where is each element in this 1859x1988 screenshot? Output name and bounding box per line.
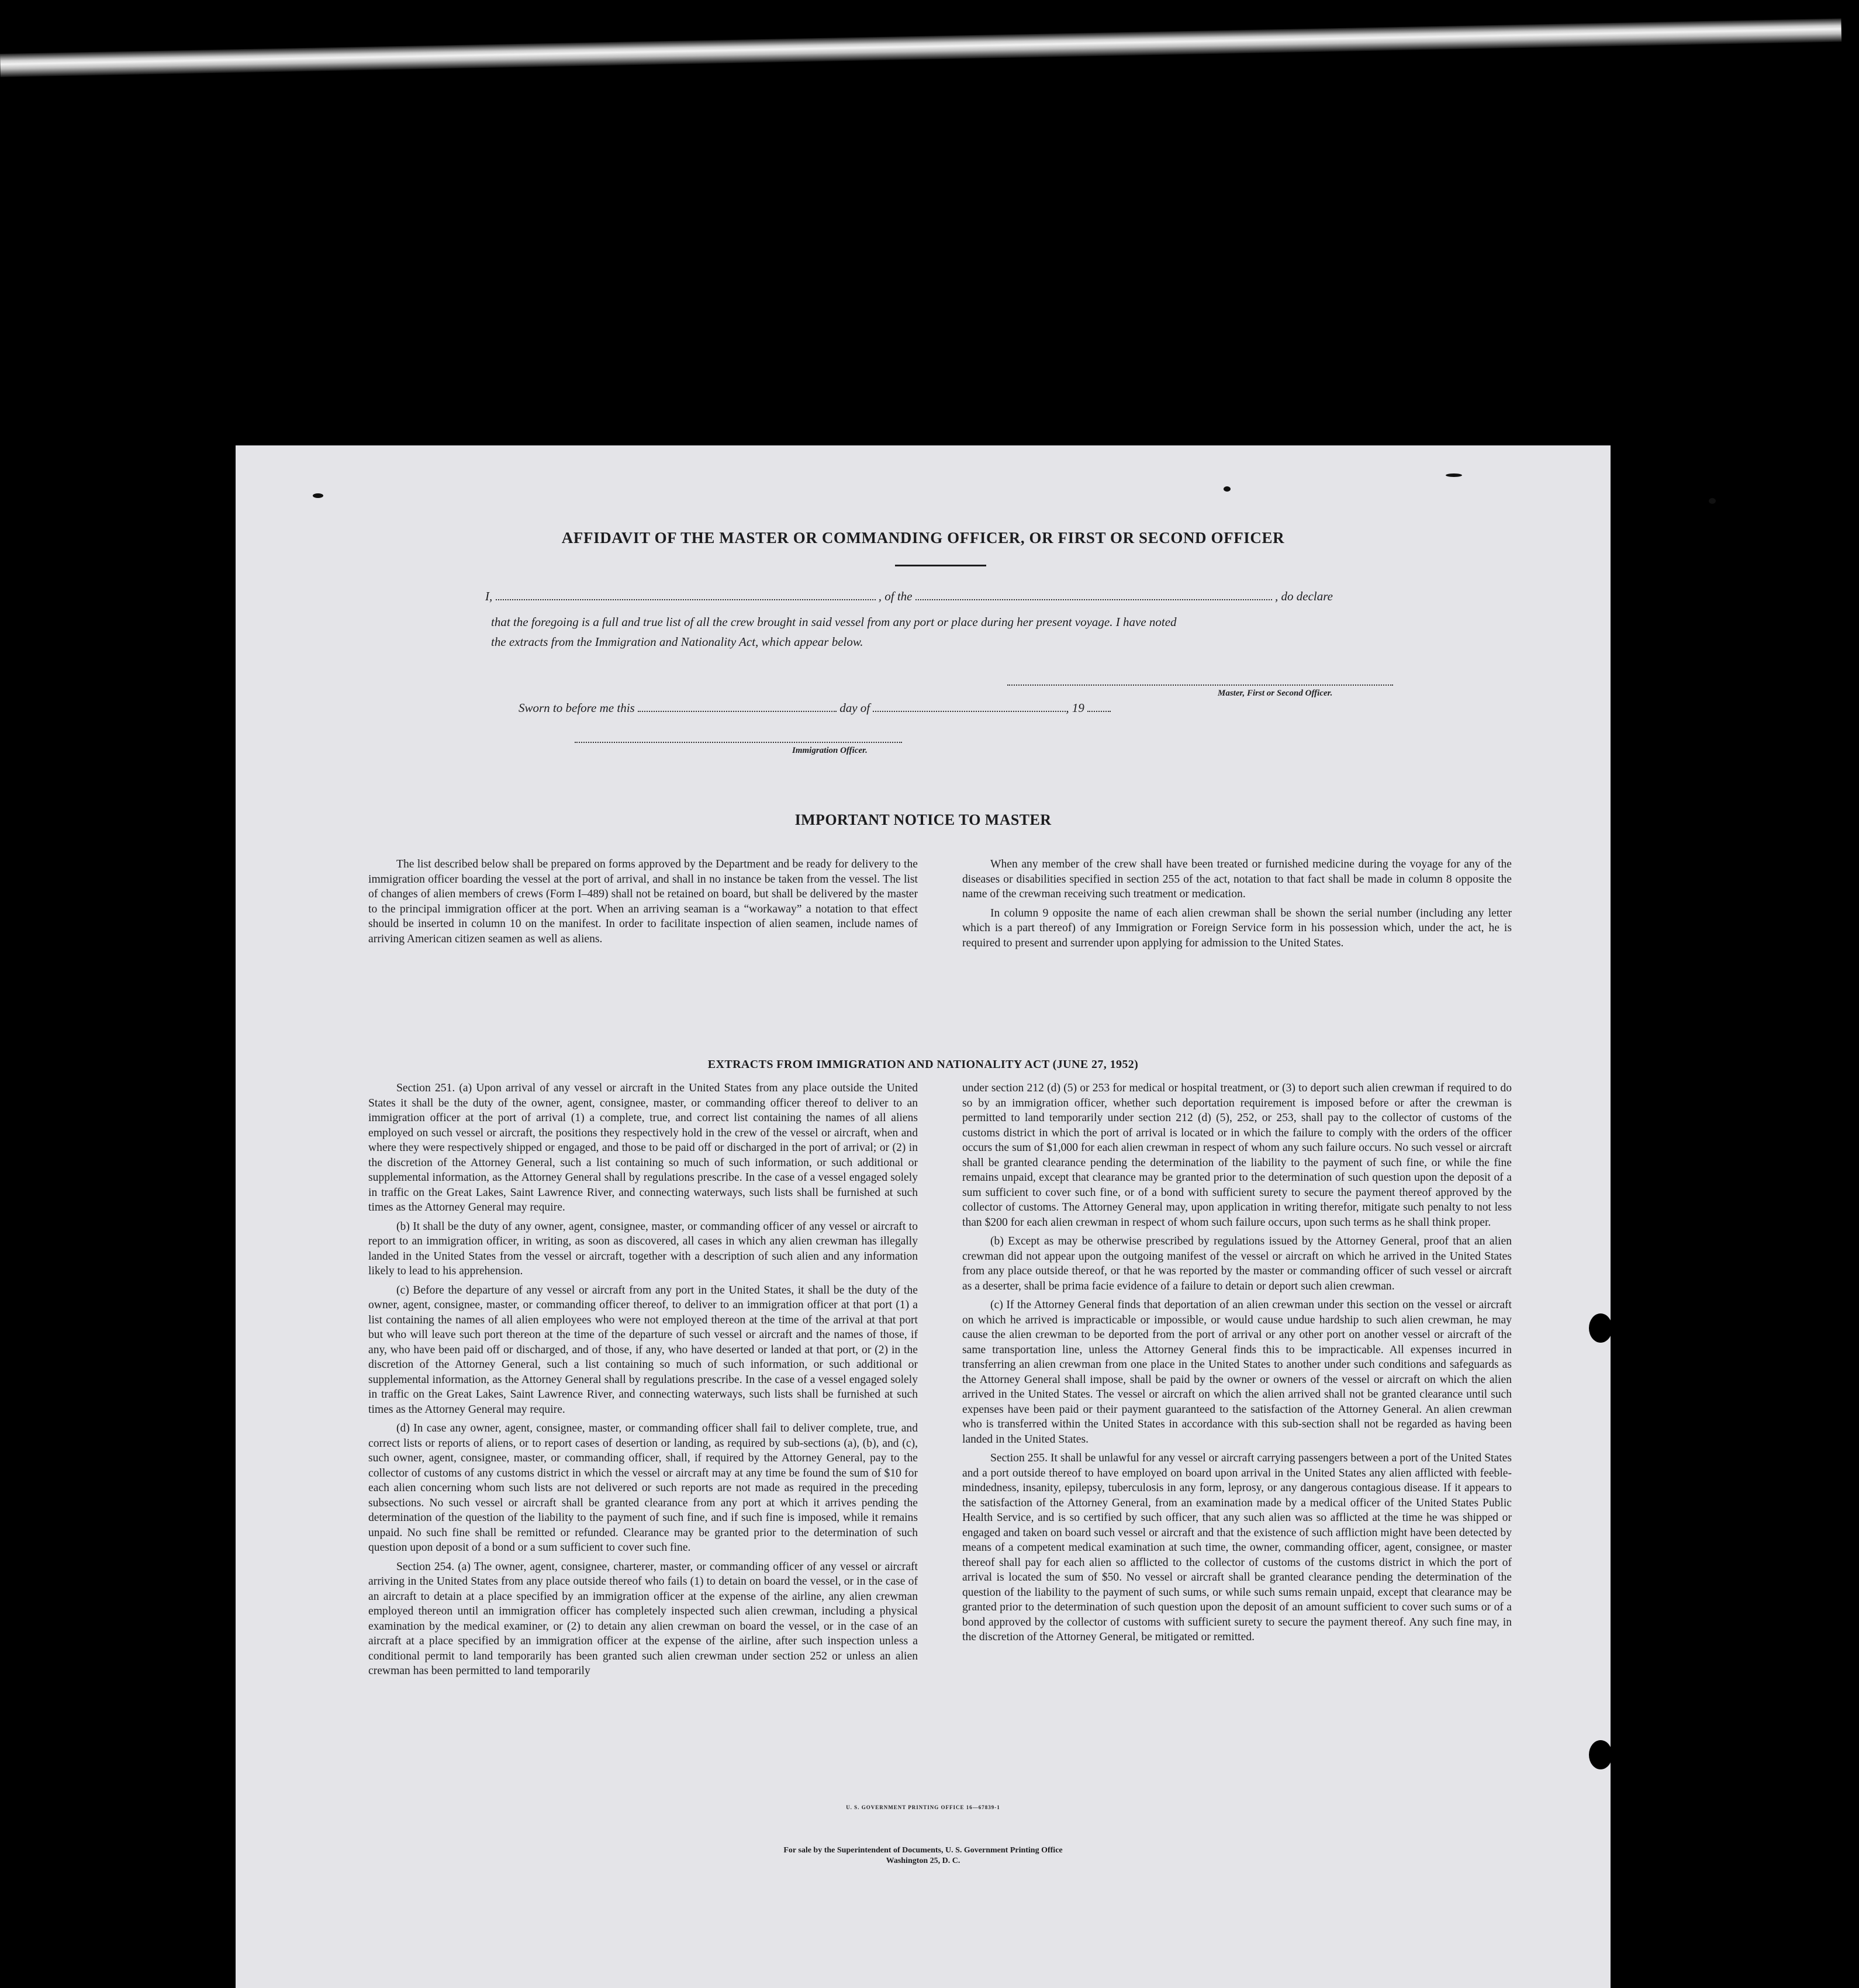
affidavit-line-3: the extracts from the Immigration and Nationality Act, which appear below.: [491, 635, 863, 649]
notice-right-paragraph: When any member of the crew shall have been treated or furnished medicine during the voyage for any of the diseases or disabilities specified in section 255 of the act, notation to that fact shall be made in column 8 opposite the name of the crewman receiving such treatment or medication.: [962, 858, 1512, 900]
sworn-line: [519, 701, 1111, 715]
section-254c: (c) If the Attorney General finds that deportation of an alien crewman under this section on the vessel or aircraft on which he arrived is impracticable or impossible, or would cause undue hardship to such alien crewman, he may cause the alien crewman to be deported from the port of arrival or any other port on another vessel or aircraft of the same transportation line, unless the Attorney General finds this to be impracticable. All expenses incurred in transferring an alien crewman from one place in the United States to another under such conditions and safeguards as the Attorney General shall impose, shall be paid by the owner or owners of the vessel or aircraft on which the alien arrived in the United States. The vessel or aircraft on which the alien arrived shall not be granted clearance until such expenses have been paid or their payment guaranteed to the satisfaction of the Attorney General. An alien crewman who is transferred within the United States in accordance with this sub-section shall not be regarded as having been landed in the United States.: [962, 1299, 1512, 1446]
day-blank[interactable]: [638, 710, 837, 712]
punch-hole: [1589, 1740, 1612, 1769]
notice-title: IMPORTANT NOTICE TO MASTER: [794, 811, 1052, 828]
section-254a-continued: under section 212 (d) (5) or 253 for medical or hospital treatment, or (3) to deport such alien crewman if required to do so by an immigration officer, whether such deportation requirement is imposed before or after the crewman is permitted to land temporarily under section 212 (d) (5), 252, or 253, shall pay to the collector of customs of the customs district in which the port of arrival is located or in which the failure to comply with the orders of the officer occurs the sum of $1,000 for each alien crewman in respect of whom any such failure occurs. No such vessel or aircraft shall be granted clearance pending the determination of the liability to the payment of such fine, or while the fine remains unpaid, except that clearance may be granted prior to the determination of such question upon the deposit of a sum sufficient to cover such fine, or of a bond with sufficient surety to secure the payment thereof approved by the collector of customs. The Attorney General may, upon application in writing therefor, mitigate such penalty to not less than $200 for each alien crewman in respect of whom such failure occurs, upon such terms as he shall think proper.: [962, 1082, 1512, 1229]
year-blank[interactable]: [1087, 710, 1111, 712]
affidavit-of-the-label: , of the: [878, 589, 913, 603]
day-of-label: day of: [839, 701, 870, 715]
affidavit-line-1: [485, 589, 1333, 604]
section-251b: (b) It shall be the duty of any owner, agent, consignee, master, or commanding officer of any vessel or aircraft to report to an immigration officer, in writing, as soon as discovered, all cases in which any alien crewman has illegally landed in the United States from the vessel or aircraft, together with a description of such alien and any information likely to lead to his apprehension.: [368, 1220, 918, 1277]
sworn-label: Sworn to before me this: [519, 701, 635, 715]
name-blank[interactable]: [496, 599, 876, 600]
signature-caption: Master, First or Second Officer.: [1218, 689, 1333, 698]
signature-blank[interactable]: [1007, 684, 1393, 686]
affidavit-title: AFFIDAVIT OF THE MASTER OR COMMANDING OFFICER, OR FIRST OR SECOND OFFICER: [561, 529, 1285, 547]
sale-line-1: For sale by the Superintendent of Documents, U. S. Government Printing Office: [783, 1846, 1063, 1855]
affidavit-line-2: that the foregoing is a full and true list of all the crew brought in said vessel from any port or place during her present voyage. I have noted: [491, 615, 1177, 629]
extracts-right-column: [962, 1081, 1512, 1649]
section-254b: (b) Except as may be otherwise prescribed by regulations issued by the Attorney General, proof that an alien crewman did not appear upon the outgoing manifest of the vessel or aircraft on which he arrived in the United States from any place outside thereof, or that he was reported by the master or commanding officer of such vessel or aircraft as a deserter, shall be prima facie evidence of a failure to detain or deport such alien crewman.: [962, 1235, 1512, 1292]
scan-speck: [1446, 473, 1462, 477]
section-255: Section 255. It shall be unlawful for any vessel or aircraft carrying passengers between a port of the United States and a port outside thereof to have employed on board upon arrival in the United States any alien afflicted with feeble-mindedness, insanity, epilepsy, tuberculosis in any form, leprosy, or any dangerous contagious disease. If it appears to the satisfaction of the Attorney General, from an examination made by a medical officer of the United States Public Health Service, and is so certified by such officer, that any such alien was so afflicted at the time he was shipped or engaged and taken on board such vessel or aircraft and that the existence of such affliction might have been detected by means of a competent medical examination at such time, the owner, commanding officer, agent, consignee, or master thereof shall pay for each alien so afflicted to the collector of customs of the customs district in which the port of arrival is located the sum of $50. No vessel or aircraft shall be granted clearance pending the determination of the question of the liability to the payment of such sums, or while such sums remain unpaid, except that clearance may be granted prior to the determination of such question upon the deposit of an amount sufficient to cover such sums or of a bond approved by the collector of customs with sufficient surety to secure the payment thereof. Any such fine may, in the discretion of the Attorney General, be mitigated or remitted.: [962, 1452, 1512, 1643]
punch-hole: [1589, 1313, 1612, 1343]
title-rule: [895, 565, 986, 566]
affidavit-declare-label: , do declare: [1275, 589, 1333, 603]
notice-left-column: [368, 857, 918, 950]
section-251c: (c) Before the departure of any vessel or aircraft from any port in the United States, it shall be the duty of the owner, agent, consignee, master, or commanding officer thereof, to deliver to an immigration officer at that port (1) a list containing the names of all alien employees who were not employed thereon at the time of the arrival at that port but who will leave such port thereon at the time of the departure of such vessel or aircraft and the names of those, if any, who have been paid off or discharged, and of those, if any, who have deserted or landed at that port, or (2) in the discretion of the Attorney General, such a list containing so much of such information, or such additional or supplemental information, as the Attorney General shall by regulations prescribe. In the case of a vessel engaged solely in traffic on the Great Lakes, Saint Lawrence River, and connecting waterways, such lists shall be furnished at such times as the Attorney General may require.: [368, 1284, 918, 1416]
section-254a: Section 254. (a) The owner, agent, consignee, charterer, master, or commanding officer of any vessel or aircraft arriving in the United States from any place outside thereof who fails (1) to detain on board the vessel, or in the case of an aircraft to detain at a place specified by an immigration officer at the expense of the airline, any alien crewman employed thereon until an immigration officer has completely inspected such alien crewman, including a physical examination by the medical examiner, or (2) to detain any alien crewman on board the vessel, or in the case of an aircraft at a place specified by an immigration officer at the expense of the airline, after such inspection unless a conditional permit to land temporarily has been granted such alien crewman under section 252 or unless an alien crewman has been permitted to land temporarily: [368, 1560, 918, 1677]
year-label: , 19: [1066, 701, 1084, 715]
notice-right-column: [962, 857, 1512, 955]
sale-notice: [236, 1845, 1611, 1866]
section-251a: Section 251. (a) Upon arrival of any vessel or aircraft in the United States from any place outside the United States it shall be the duty of the owner, agent, consignee, master, or commanding officer thereof to deliver to an immigration officer at the port of arrival (1) a complete, true, and correct list containing the names of all aliens employed on such vessel or aircraft, the positions they respectively hold in the crew of the vessel or aircraft, when and where they were respectively shipped or engaged, and those to be paid off or discharged in the port of arrival; or (2) in the discretion of the Attorney General, such a list containing so much of such information, or such additional or supplemental information, as the Attorney General shall by regulations prescribe. In the case of a vessel engaged solely in traffic on the Great Lakes, Saint Lawrence River, and connecting waterways, such lists shall be furnished at such times as the Attorney General may require.: [368, 1082, 918, 1213]
document-page: [236, 445, 1611, 1988]
notice-right-paragraph: In column 9 opposite the name of each alien crewman shall be shown the serial number (including any letter which is a part thereof) of any Immigration or Foreign Service form in his possession which, under the act, he is required to present and surrender upon applying for admission to the United States.: [962, 907, 1512, 949]
sale-line-2: Washington 25, D. C.: [886, 1856, 960, 1865]
vessel-blank[interactable]: [915, 599, 1272, 600]
scan-speck: [313, 493, 323, 498]
month-blank[interactable]: [873, 710, 1066, 712]
scan-speck: [1709, 498, 1716, 504]
extracts-title: EXTRACTS FROM IMMIGRATION AND NATIONALITY ACT (JUNE 27, 1952): [707, 1058, 1139, 1071]
gpo-imprint: U. S. GOVERNMENT PRINTING OFFICE 16—67839-1: [846, 1804, 1000, 1810]
officer-signature-blank[interactable]: [575, 741, 902, 743]
officer-caption: Immigration Officer.: [792, 746, 868, 755]
affidavit-i-label: I,: [485, 589, 493, 603]
section-251d: (d) In case any owner, agent, consignee, master, or commanding officer shall fail to deliver complete, true, and correct lists or reports of aliens, or to report cases of desertion or landing, as required by sub-sections (a), (b), and (c), such owner, agent, consignee, master, or commanding officer, shall, if required by the Attorney General, pay to the collector of customs of any customs district in which the vessel or aircraft may at any time be found the sum of $10 for each alien concerning whom such lists are not delivered or such reports are not made as required in the preceding subsections. No such vessel or aircraft shall be granted clearance from any port at which it arrives pending the determination of the question of the liability to the payment of such fine, and if such fine is imposed, while it remains unpaid. No such fine shall be remitted or refunded. Clearance may be granted prior to the determination of such question upon deposit of a bond or a sum sufficient to cover such fine.: [368, 1422, 918, 1554]
scan-speck: [1224, 486, 1231, 492]
notice-left-paragraph: The list described below shall be prepared on forms approved by the Department and be ready for delivery to the immigration officer boarding the vessel at the port of arrival, and shall in no instance be taken from the vessel. The list of changes of alien members of crews (Form I–489) shall not be retained on board, but shall be delivered by the master to the principal immigration officer at the port. When an arriving seaman is a “workaway” a notation to that effect should be inserted in column 10 on the manifest. In order to facilitate inspection of alien seamen, include names of arriving American citizen seamen as well as aliens.: [368, 858, 918, 945]
extracts-left-column: [368, 1081, 918, 1683]
film-edge-strip: [0, 19, 1841, 77]
